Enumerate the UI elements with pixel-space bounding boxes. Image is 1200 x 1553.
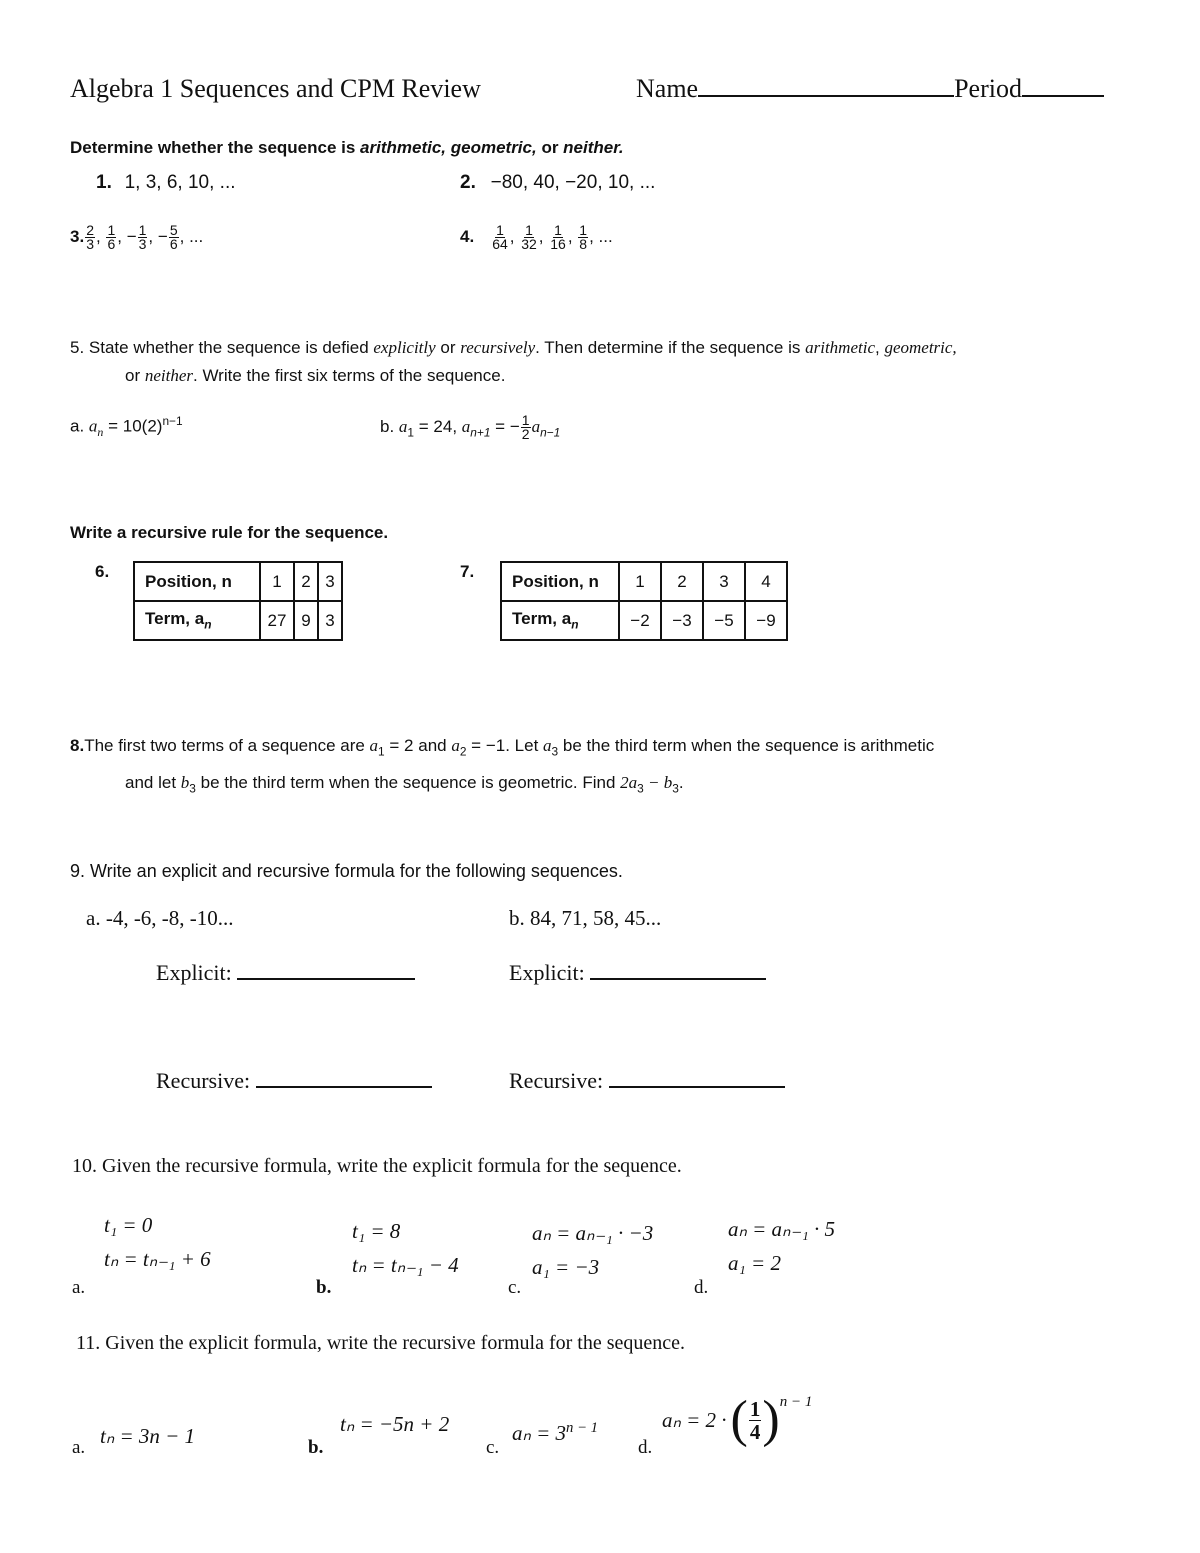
answer-blank[interactable]	[256, 1086, 432, 1088]
problem-number: 7.	[460, 562, 475, 581]
numerator: 1	[107, 222, 116, 238]
problem-number: 3.	[70, 226, 85, 246]
problem-11-prompt: 11. Given the explicit formula, write the recursive formula for the sequence.	[76, 1332, 686, 1354]
numerator: 1	[138, 222, 147, 238]
problem-11b-formula: tₙ = −5n + 2	[340, 1412, 450, 1436]
fraction	[549, 224, 567, 251]
ellipsis: ...	[189, 226, 204, 246]
denominator: 3	[86, 236, 94, 252]
problem-5-prompt: 5. State whether the sequence is defied explicitly or recursively. Then determine if the sequence is arithmetic, geometric, or neither. Write the first six terms of the sequence.	[70, 338, 957, 385]
problem-number: 6.	[95, 562, 110, 581]
row-header: Position, n	[134, 562, 260, 601]
section2-instruction: Write a recursive rule for the sequence.	[70, 523, 389, 542]
row-header: Position, n	[501, 562, 619, 601]
problem-2	[460, 172, 655, 194]
fraction	[491, 224, 509, 251]
name-field[interactable]	[636, 74, 1104, 104]
problem-9b-sequence: b. 84, 71, 58, 45...	[509, 906, 662, 930]
problem-10a-label: a.	[72, 1277, 86, 1298]
problem-11a-label: a.	[72, 1437, 86, 1458]
answer-blank[interactable]	[609, 1086, 785, 1088]
problem-9a-sequence: a. -4, -6, -8, -10...	[86, 906, 234, 930]
table-cell: −3	[661, 601, 703, 640]
table-row	[501, 601, 787, 640]
table-cell: 3	[703, 562, 745, 601]
numerator: 1	[496, 222, 504, 238]
table-cell: −9	[745, 601, 787, 640]
problem-11b-label: b.	[308, 1437, 324, 1458]
table-cell: −5	[703, 601, 745, 640]
problem-9a-recursive[interactable]: Recursive:	[156, 1068, 432, 1094]
table-problem-7	[500, 561, 788, 641]
denominator: 16	[550, 236, 566, 252]
problem-10-prompt: 10. Given the recursive formula, write the explicit formula for the sequence.	[72, 1155, 682, 1177]
period-blank[interactable]	[1022, 95, 1104, 97]
row-header: Term, $a_n$	[501, 601, 619, 640]
problem-11d-formula: aₙ = 2 · ( $\frac{1}{4}$ ) $^{n - 1}$	[662, 1391, 813, 1448]
worksheet-title: Algebra 1 Sequences and CPM Review	[70, 74, 481, 103]
separator: ,	[538, 226, 549, 246]
problem-10d-label: d.	[694, 1277, 709, 1298]
fraction	[85, 224, 95, 251]
problem-9b-explicit[interactable]: Explicit:	[509, 960, 766, 986]
row-header: Term, $a_n$	[134, 601, 260, 640]
ellipsis: ...	[598, 226, 613, 246]
problem-11a-formula: tₙ = 3n − 1	[100, 1424, 196, 1448]
separator: ,	[179, 226, 190, 246]
numerator: 5	[169, 222, 178, 238]
separator: ,	[567, 226, 578, 246]
table-cell: 1	[260, 562, 294, 601]
answer-blank[interactable]	[237, 978, 415, 980]
table-cell: 3	[318, 562, 342, 601]
denominator: 32	[521, 236, 537, 252]
table-cell: 2	[294, 562, 318, 601]
separator: ,	[95, 226, 106, 246]
period-label: Period	[954, 74, 1022, 103]
problem-11c-formula: $a_n = 3^{n - 1}$	[512, 1420, 598, 1445]
minus-sign: −	[126, 226, 137, 246]
table-row	[501, 562, 787, 601]
problem-3	[70, 224, 203, 251]
problem-11d-label: d.	[638, 1437, 653, 1458]
answer-blank[interactable]	[590, 978, 766, 980]
problem-9-prompt: 9. Write an explicit and recursive formula for the following sequences.	[70, 861, 623, 881]
fraction	[106, 224, 116, 251]
fraction	[138, 224, 148, 251]
name-label: Name	[636, 74, 699, 103]
separator: ,	[589, 226, 599, 246]
fraction-sequence	[490, 222, 613, 252]
numerator: 1	[579, 222, 588, 238]
table-cell: 3	[318, 601, 342, 640]
fraction: $\frac{1}{4}$	[749, 1396, 761, 1444]
problem-number: 4.	[460, 226, 475, 246]
problem-10a-formula: t₁ = 0 tₙ = tₙ₋₁ + 6	[104, 1213, 211, 1271]
separator: ,	[117, 226, 127, 246]
table-cell: −2	[619, 601, 661, 640]
table-cell: 1	[619, 562, 661, 601]
problem-9a-explicit[interactable]: Explicit:	[156, 960, 415, 986]
separator: ,	[509, 226, 520, 246]
sequence-text: 1, 3, 6, 10, ...	[124, 172, 236, 193]
problem-10b-label: b.	[316, 1277, 332, 1298]
problem-number: 1.	[96, 172, 112, 193]
table-row	[134, 562, 342, 601]
fraction: $\frac{1}{2}$	[521, 412, 530, 442]
denominator: 6	[169, 236, 178, 252]
table-row	[134, 601, 342, 640]
separator: ,	[148, 226, 158, 246]
numerator: 1	[525, 222, 533, 238]
fraction	[578, 224, 588, 251]
problem-5b: b. $a_1 = 24$, $a_{n+1}$ = − $\frac{1}{2}$ $a_{n-1}$	[380, 412, 561, 442]
left-paren: (	[730, 1391, 748, 1448]
section1-instruction: Determine whether the sequence is arithmetic, geometric, or neither.	[70, 138, 624, 157]
table-cell: 9	[294, 601, 318, 640]
problem-5a: a. $a_n = 10(2)^{n-1}$	[70, 414, 183, 440]
sequence-text: −80, 40, −20, 10, ...	[490, 172, 656, 193]
fraction	[169, 224, 179, 251]
problem-4	[460, 224, 613, 251]
table-cell: 27	[260, 601, 294, 640]
problem-10c-formula: aₙ = aₙ₋₁ · −3 a₁ = −3	[532, 1221, 654, 1279]
problem-10c-label: c.	[508, 1277, 522, 1298]
fraction	[520, 224, 538, 251]
minus-sign: −	[157, 226, 168, 246]
denominator: 3	[138, 236, 147, 252]
problem-8: 8.The first two terms of a sequence are $a_1 = 2$ and $a_2 = -1$. Let $a_3$ be the third term when the sequence is arithmetic and let $b_3$ be the third term when the sequence is geometric. Find $2a_3 - b_3$.	[70, 736, 935, 796]
table-cell: 2	[661, 562, 703, 601]
table-cell: 4	[745, 562, 787, 601]
problem-number: 2.	[460, 172, 476, 193]
problem-9b-recursive[interactable]: Recursive:	[509, 1068, 785, 1094]
denominator: 6	[107, 236, 116, 252]
denominator: 64	[492, 236, 508, 252]
denominator: 8	[579, 236, 588, 252]
numerator: 1	[554, 222, 562, 238]
problem-10b-formula: t₁ = 8 tₙ = tₙ₋₁ − 4	[352, 1219, 459, 1277]
name-blank[interactable]	[698, 95, 954, 97]
table-problem-6	[133, 561, 343, 641]
numerator: 2	[86, 222, 94, 238]
fraction-sequence	[84, 222, 204, 252]
problem-11c-label: c.	[486, 1437, 500, 1458]
problem-1	[96, 172, 236, 194]
problem-10d-formula: aₙ = aₙ₋₁ · 5 a₁ = 2	[728, 1217, 836, 1275]
right-paren: )	[762, 1391, 780, 1448]
